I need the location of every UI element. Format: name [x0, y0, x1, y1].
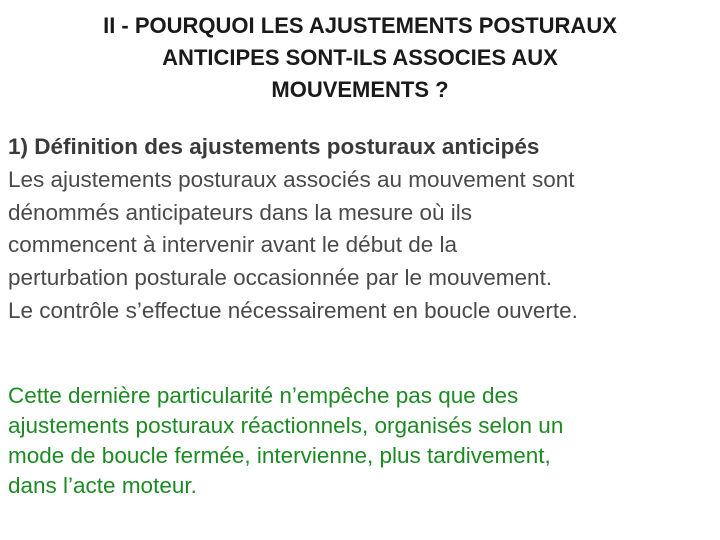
paragraph-line: ajustements posturaux réactionnels, organisés selon un — [8, 413, 564, 438]
paragraph-line: perturbation posturale occasionnée par le mouvement. — [8, 265, 553, 291]
paragraph-line: Cette dernière particularité n’empêche pas que des — [8, 383, 519, 408]
paragraph-line: commencent à intervenir avant le début de la — [8, 232, 458, 258]
paragraph-line: dans l’acte moteur. — [8, 473, 197, 498]
title-line-2: ANTICIPES SONT-ILS ASSOCIES AUX — [162, 45, 558, 70]
definition-paragraph — [8, 131, 720, 328]
paragraph-line: Le contrôle s’effectue nécessairement en boucle ouverte. — [8, 297, 578, 323]
title-line-1: II - POURQUOI LES AJUSTEMENTS POSTURAUX — [103, 13, 617, 38]
section-heading: 1) Définition des ajustements posturaux anticipés — [8, 134, 540, 159]
title-line-3: MOUVEMENTS ? — [271, 77, 449, 102]
paragraph-line: Les ajustements posturaux associés au mouvement sont — [8, 166, 575, 192]
paragraph-line: dénommés anticipateurs dans la mesure où ils — [8, 199, 472, 225]
paragraph-line: mode de boucle fermée, intervienne, plus tardivement, — [8, 443, 551, 468]
slide-title — [0, 10, 720, 106]
particularity-paragraph — [8, 381, 720, 501]
